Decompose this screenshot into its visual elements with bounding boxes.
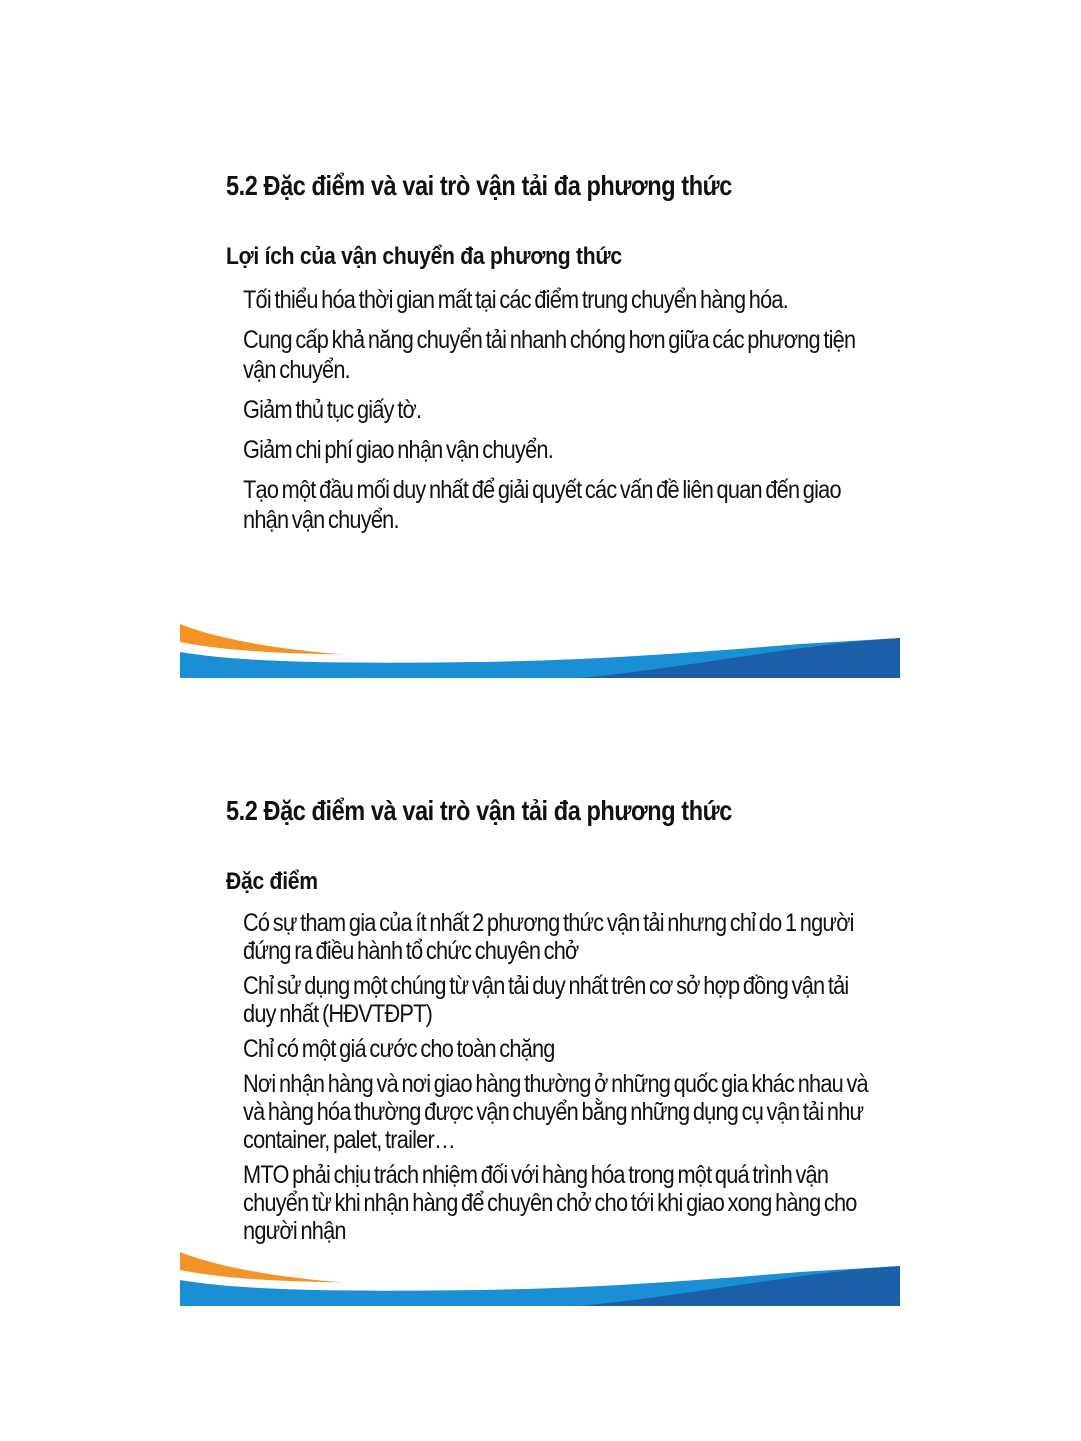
- decorative-wave: [180, 1250, 900, 1306]
- bullet-item: MTO phải chịu trách nhiệm đối với hàng hóa trong một quá trình vận chuyển từ khi nhận hàng để chuyên chở cho tới khi giao xong hàng cho người nhận: [243, 1161, 857, 1245]
- slide-1: [0, 0, 1081, 690]
- slide-subtitle: Lợi ích của vận chuyển đa phương thức: [226, 243, 622, 270]
- bullet-item: Nơi nhận hàng và nơi giao hàng thường ở những quốc gia khác nhau và và hàng hóa thường được vận chuyển bằng những dụng cụ vận tải như container, palet, trailer…: [243, 1070, 868, 1154]
- slide-subtitle: Đặc điểm: [226, 868, 318, 895]
- bullet-item: Tạo một đầu mối duy nhất để giải quyết các vấn đề liên quan đến giao nhận vận chuyển.: [243, 476, 841, 534]
- bullet-item: Có sự tham gia của ít nhất 2 phương thức vận tải nhưng chỉ do 1 người đứng ra điều hành tổ chức chuyên chở: [243, 909, 854, 965]
- slide-2: [0, 625, 1081, 1315]
- bullet-list: [243, 909, 963, 1252]
- slide-title: 5.2 Đặc điểm và vai trò vận tải đa phương thức: [226, 170, 732, 201]
- slide-title: 5.2 Đặc điểm và vai trò vận tải đa phương thức: [226, 795, 732, 826]
- bullet-list: [243, 285, 963, 545]
- bullet-item: Chỉ có một giá cước cho toàn chặng: [243, 1035, 555, 1063]
- bullet-item: Giảm thủ tục giấy tờ.: [243, 396, 422, 424]
- bullet-item: Tối thiểu hóa thời gian mất tại các điểm trung chuyển hàng hóa.: [243, 286, 788, 314]
- bullet-item: Giảm chi phí giao nhận vận chuyển.: [243, 436, 553, 464]
- bullet-item: Cung cấp khả năng chuyển tải nhanh chóng hơn giữa các phương tiện vận chuyển.: [243, 326, 856, 384]
- bullet-item: Chỉ sử dụng một chúng từ vận tải duy nhất trên cơ sở hợp đồng vận tải duy nhất (HĐVTĐPT): [243, 972, 849, 1028]
